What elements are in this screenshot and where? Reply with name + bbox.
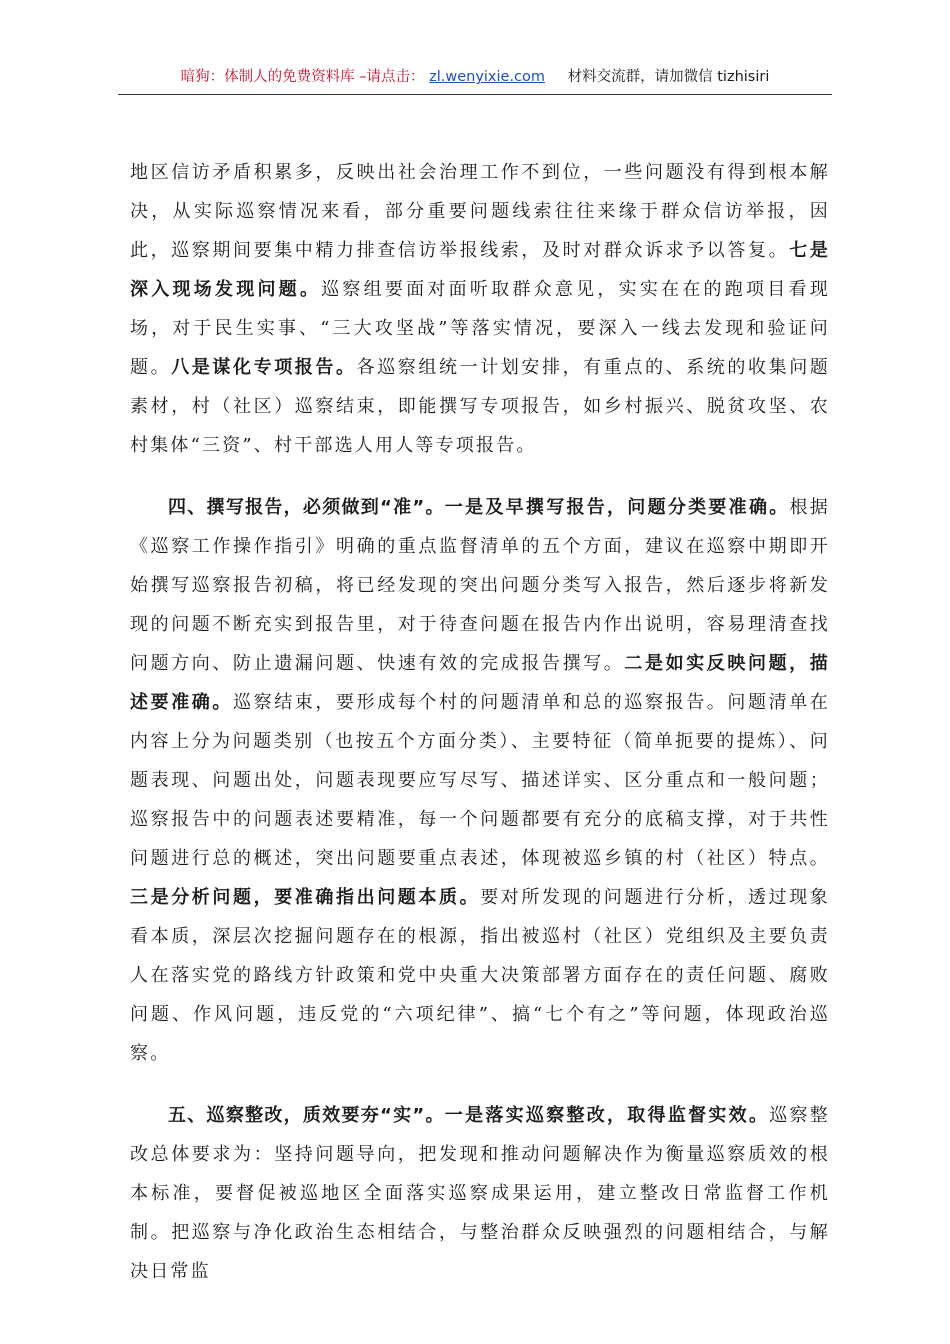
section-five-paragraph	[130, 1096, 830, 1291]
section-five-heading: 五、巡察整改，质效要夯“实”。	[168, 1105, 445, 1126]
header-divider	[118, 94, 832, 95]
section-four-point-two: 二是如实反映问题，描述要准确。	[130, 653, 830, 713]
section-five-point-one: 一是落实巡察整改，取得监督实效。	[444, 1105, 770, 1126]
document-body	[130, 153, 830, 1291]
paragraph-text: 地区信访矛盾积累多，反映出社会治理工作不到位，一些问题没有得到根本解决，从实际巡察情况来看，部分重要问题线索往往来缘于群众信访举报，因此，巡察期间要集中精力排查信访举报线索，及时对群众诉求予以答复。	[130, 162, 830, 261]
paragraph-text: 巡察结束，要形成每个村的问题清单和总的巡察报告。问题清单在内容上分为问题类别（也按五个方面分类）、主要特征（简单扼要的提炼）、问题表现、问题出处，问题表现要应写尽写、描述详实、区分重点和一般问题；巡察报告中的问题表述要精准，每一个问题都要有充分的底稿支撑，对于共性问题进行总的概述，突出问题要重点表述，体现被巡乡镇的村（社区）特点。	[130, 692, 830, 869]
section-four-heading: 四、撰写报告，必须做到“准”。	[168, 497, 445, 518]
header-website-link[interactable]: zl.wenyixie.com	[429, 69, 546, 85]
paragraph-text: 根据《巡察工作操作指引》明确的重点监督清单的五个方面，建议在巡察中期即开始撰写巡察报告初稿，将已经发现的突出问题分类写入报告，然后逐步将新发现的问题不断充实到报告里，对于待查问题在报告内作出说明，容易理清查找问题方向、防止遗漏问题、快速有效的完成报告撰写。	[130, 497, 830, 674]
point-eight-lead: 八是谋化专项报告。	[171, 357, 357, 378]
page-header	[118, 66, 832, 88]
paragraph-text: 各巡察组统一计划安排，有重点的、系统的收集问题素材，村（社区）巡察结束，即能撰写专项报告，如乡村振兴、脱贫攻坚、农村集体“三资”、村干部选人用人等专项报告。	[130, 357, 830, 456]
paragraph-text: 巡察整改总体要求为：坚持问题导向，把发现和推动问题解决作为衡量巡察质效的根本标准，要督促被巡地区全面落实巡察成果运用，建立整改日常监督工作机制。把巡察与净化政治生态相结合，与整治群众反映强烈的问题相结合，与解决日常监	[130, 1105, 830, 1282]
paragraph-continuation	[130, 153, 830, 465]
header-brand-text: 暗狗：体制人的免费资料库	[180, 69, 355, 85]
header-prompt-text: –请点击：	[359, 69, 425, 85]
paragraph-text: 巡察组要面对面听取群众意见，实实在在的跑项目看现场，对于民生实事、“三大攻坚战”等落实情况，要深入一线去发现和验证问题。	[130, 279, 830, 378]
paragraph-text: 要对所发现的问题进行分析，透过现象看本质，深层次挖掘问题存在的根源，指出被巡村（社区）党组织及主要负责人在落实党的路线方针政策和党中央重大决策部署方面存在的责任问题、腐败问题、作风问题，违反党的“六项纪律”、搞“七个有之”等问题，体现政治巡察。	[130, 887, 830, 1064]
section-four-point-one: 一是及早撰写报告，问题分类要准确。	[444, 497, 790, 518]
header-contact-text: 材料交流群，请加微信 tizhisiri	[567, 69, 770, 85]
section-four-point-three: 三是分析问题，要准确指出问题本质。	[130, 887, 481, 908]
section-four-paragraph	[130, 488, 830, 1073]
point-seven-lead: 七是深入现场发现问题。	[130, 240, 830, 300]
